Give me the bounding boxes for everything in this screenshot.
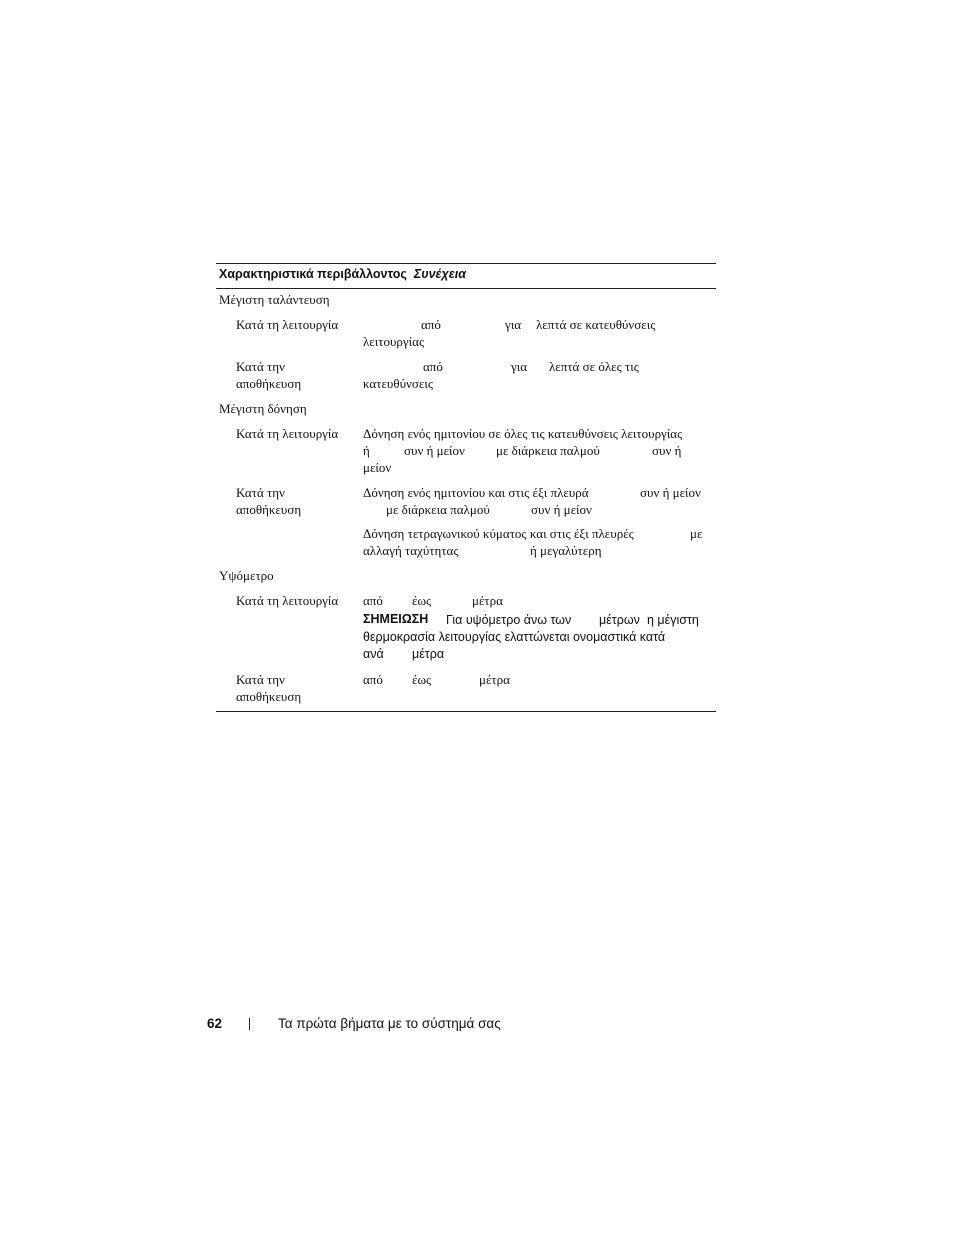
vibration-op-duration: με διάρκεια παλμού xyxy=(496,443,600,458)
table-header xyxy=(219,267,466,281)
vibration-storage-label-1: Κατά την xyxy=(236,485,285,500)
vibration-square-with: με xyxy=(690,526,703,541)
shock-heading: Μέγιστη ταλάντευση xyxy=(219,292,330,307)
altitude-storage-label-1: Κατά την xyxy=(236,672,285,687)
vibration-op-plus-or: συν ή xyxy=(652,443,682,458)
altitude-op-to: έως xyxy=(412,593,432,608)
altitude-note xyxy=(363,611,428,628)
vibration-op-line3: μείον xyxy=(363,460,392,475)
shock-st-for: για xyxy=(511,359,528,374)
vibration-square-greater: ή μεγαλύτερη xyxy=(530,543,602,558)
shock-op-from: από xyxy=(421,317,441,332)
vibration-heading: Μέγιστη δόνηση xyxy=(219,401,307,416)
table-title: Χαρακτηριστικά περιβάλλοντος xyxy=(219,267,407,281)
table-bottom-rule xyxy=(216,711,716,712)
altitude-st-meters: μέτρα xyxy=(479,672,510,687)
altitude-op-from: από xyxy=(363,593,383,608)
table-top-rule xyxy=(216,263,716,264)
shock-storage-label-1: Κατά την xyxy=(236,359,285,374)
footer-title: Τα πρώτα βήματα με το σύστημά σας xyxy=(278,1016,501,1031)
vibration-st-duration: με διάρκεια παλμού xyxy=(386,502,490,517)
shock-storage-label-2: αποθήκευση xyxy=(236,376,302,391)
altitude-storage-label-2: αποθήκευση xyxy=(236,689,302,704)
vibration-square-speed: αλλαγή ταχύτητας xyxy=(363,543,459,558)
shock-op-direction: λεπτά σε κατευθύνσεις xyxy=(536,317,656,332)
note-label: ΣΗΜΕΙΩΣΗ xyxy=(363,612,429,626)
altitude-st-from: από xyxy=(363,672,383,687)
altitude-st-to: έως xyxy=(412,672,432,687)
note-line1-a: Για υψόμετρο άνω των xyxy=(446,613,572,627)
header-rule xyxy=(216,288,716,289)
note-line3-a: ανά xyxy=(363,647,384,661)
vibration-op-or: ή xyxy=(363,443,370,458)
note-line3-b: μέτρα xyxy=(412,647,445,661)
shock-op-for: για xyxy=(505,317,522,332)
vibration-operating-label: Κατά τη λειτουργία xyxy=(236,426,339,441)
shock-st-line2: κατευθύνσεις xyxy=(363,376,434,391)
shock-op-line2: λειτουργίας xyxy=(363,334,425,349)
vibration-st-plusminus-2: συν ή μείον xyxy=(531,502,592,517)
altitude-op-meters: μέτρα xyxy=(472,593,503,608)
altitude-operating-label: Κατά τη λειτουργία xyxy=(236,593,339,608)
vibration-op-line1: Δόνηση ενός ημιτονίου σε όλες τις κατευθύνσεις λειτουργίας xyxy=(363,426,683,441)
footer-separator xyxy=(249,1018,250,1030)
vibration-st-line1: Δόνηση ενός ημιτονίου και στις έξι πλευρά xyxy=(363,485,589,500)
page-number: 62 xyxy=(207,1016,223,1031)
altitude-heading: Υψόμετρο xyxy=(219,568,274,583)
vibration-st-plusminus: συν ή μείον xyxy=(640,485,701,500)
shock-st-direction: λεπτά σε όλες τις xyxy=(549,359,639,374)
note-line2: θερμοκρασία λειτουργίας ελαττώνεται ονομαστικά κατά xyxy=(363,630,666,644)
vibration-storage-label-2: αποθήκευση xyxy=(236,502,302,517)
shock-st-from: από xyxy=(423,359,443,374)
note-line1-c: η μέγιστη xyxy=(647,613,699,627)
continued-label: Συνέχεια xyxy=(413,267,466,281)
shock-operating-label: Κατά τη λειτουργία xyxy=(236,317,339,332)
vibration-op-plusminus: συν ή μείον xyxy=(404,443,465,458)
vibration-square-line1: Δόνηση τετραγωνικού κύματος και στις έξι πλευρές xyxy=(363,526,634,541)
note-line1-b: μέτρων xyxy=(599,613,640,627)
